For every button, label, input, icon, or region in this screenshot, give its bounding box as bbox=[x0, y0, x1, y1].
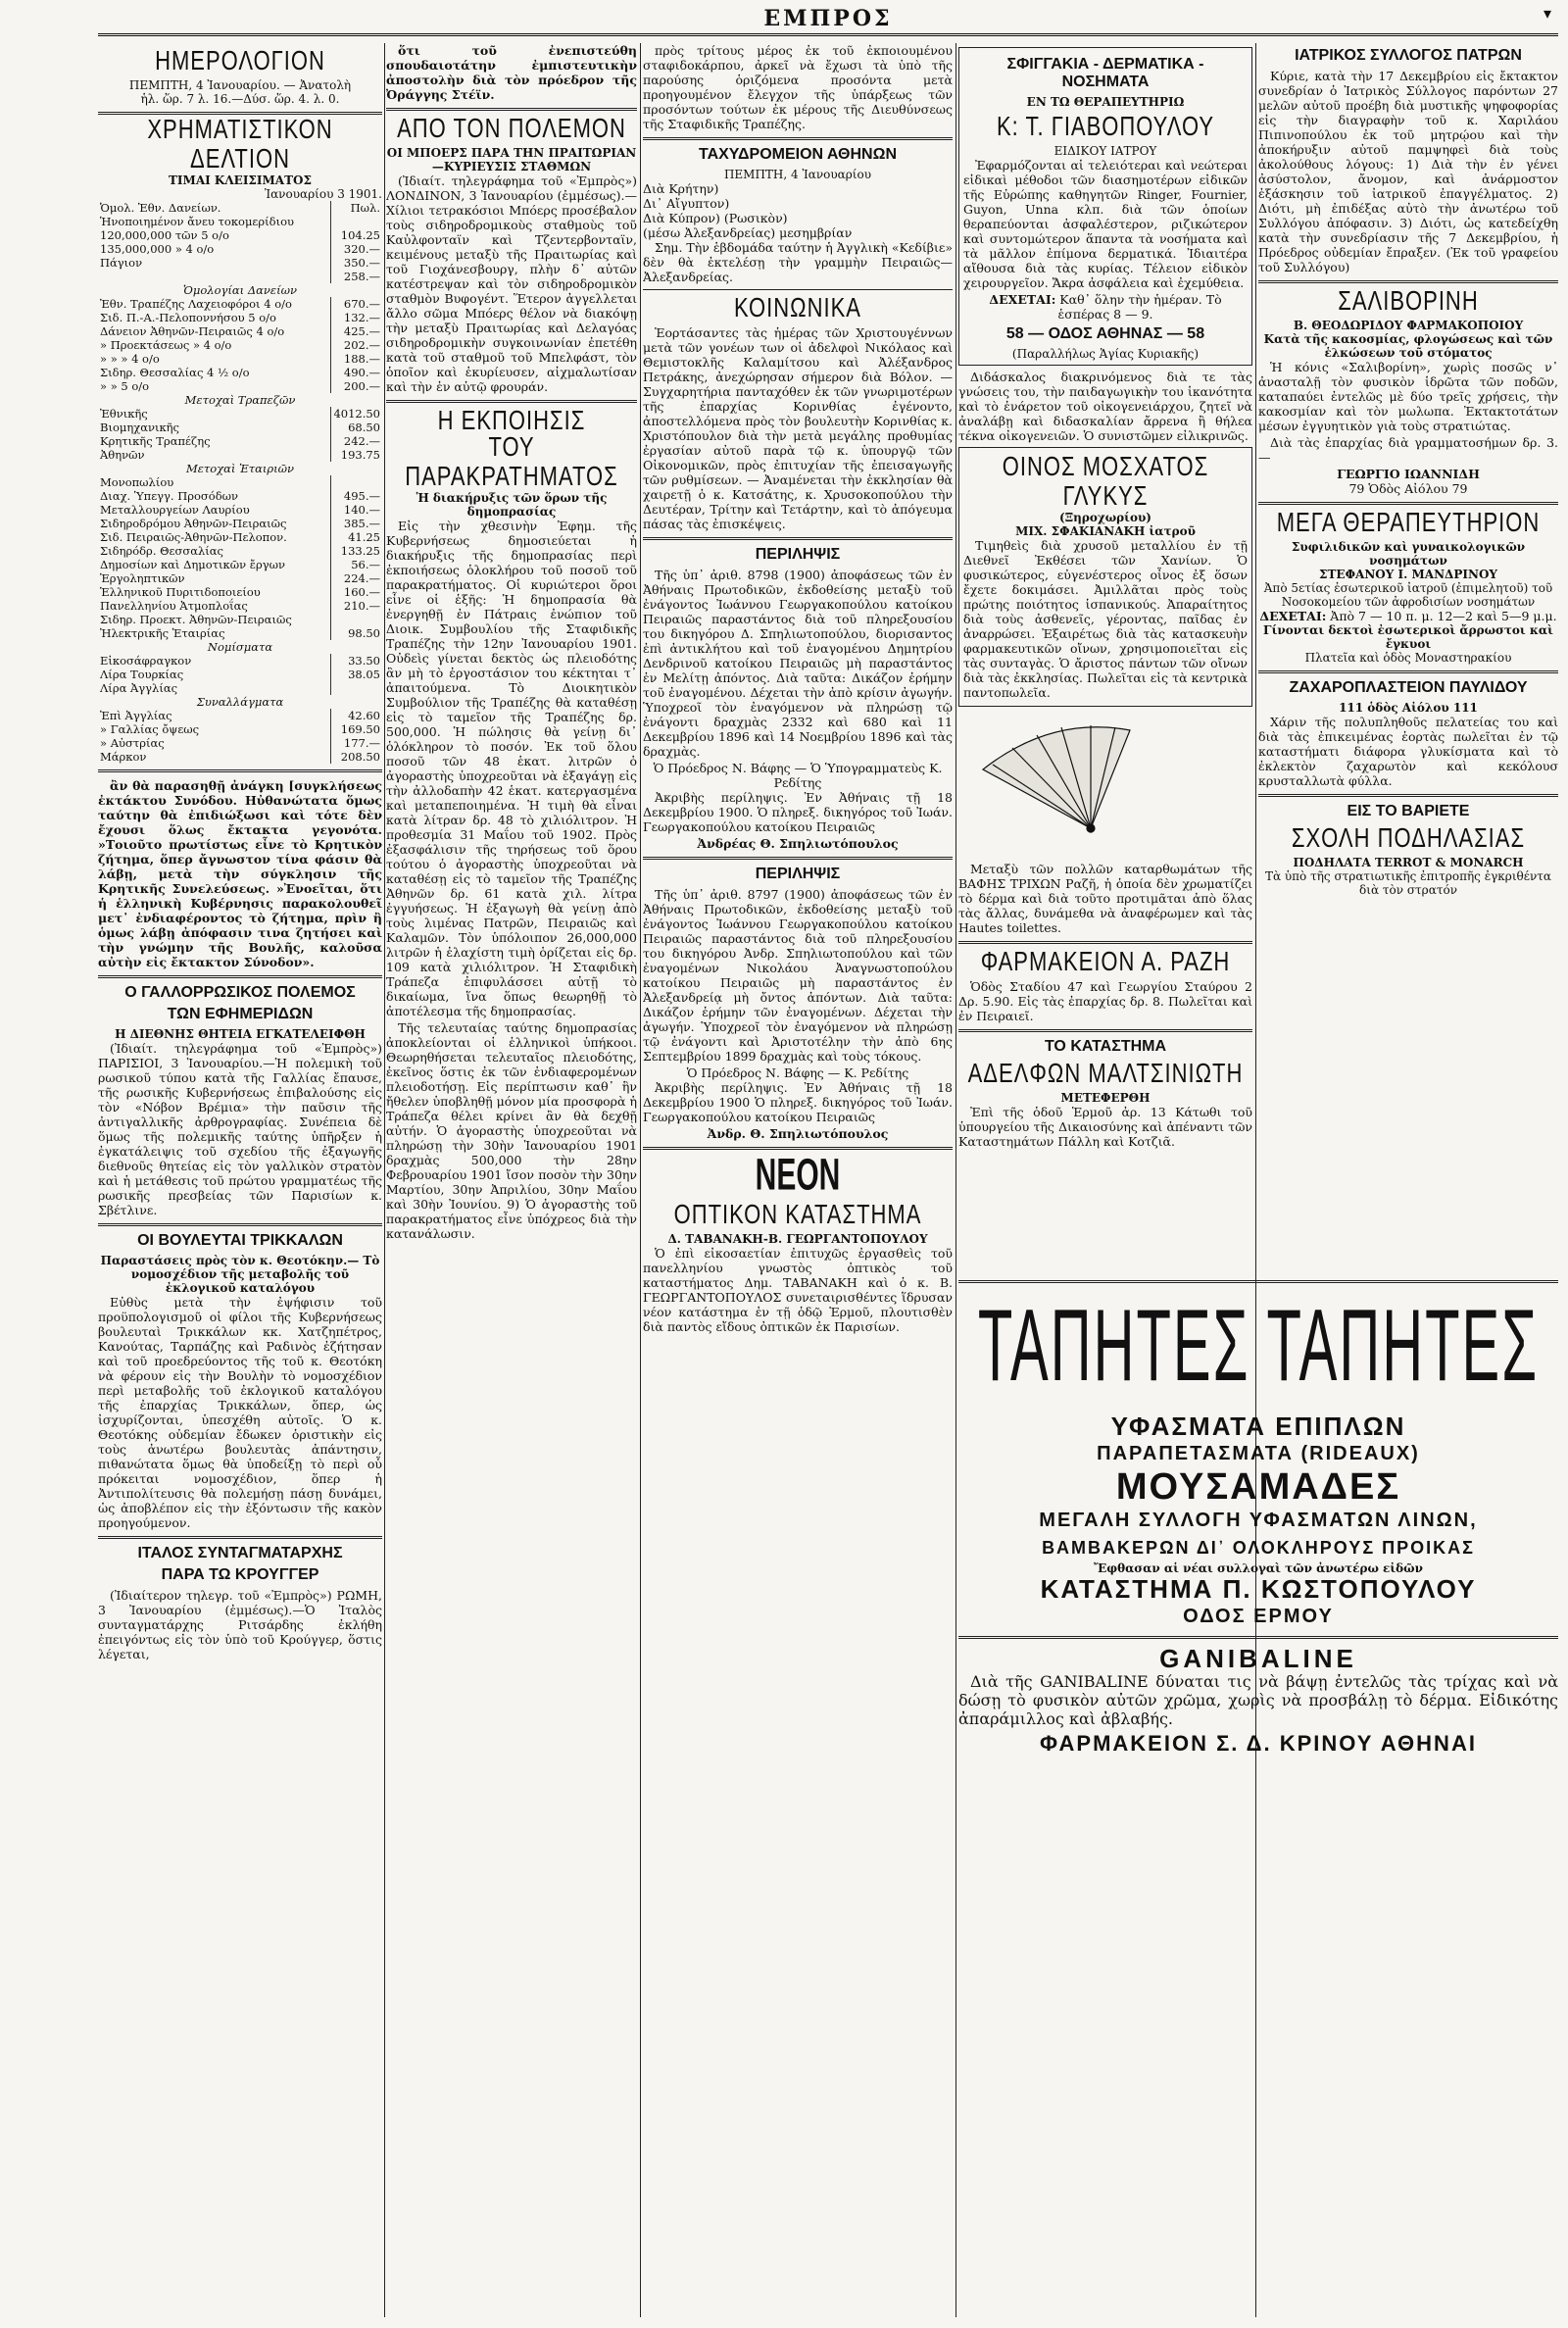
table-row bbox=[98, 544, 382, 558]
hand-fan-icon bbox=[958, 711, 1252, 858]
notice-name: Ἀνδρ. Θ. Σπηλιωτόπουλος bbox=[707, 1126, 889, 1141]
row-label: Μάρκον bbox=[100, 750, 147, 764]
row-value: 242.— bbox=[331, 434, 383, 448]
table-row bbox=[98, 626, 382, 640]
row-label: Ἐπὶ Ἀγγλίας bbox=[100, 709, 172, 722]
row-value: 200.— bbox=[331, 379, 383, 393]
notice-title: ΠΕΡΙΛΗΨΙΣ bbox=[755, 546, 841, 563]
row-value: 350.— bbox=[331, 256, 383, 270]
row-value: 495.— bbox=[331, 489, 383, 503]
table-row bbox=[98, 475, 382, 489]
notice-title: ΠΕΡΙΛΗΨΙΣ bbox=[755, 866, 841, 882]
ad-text: Μεταξὺ τῶν πολλῶν καταρθωμάτων τῆς ΒΑΦΗΣ ΤΡΙΧΩΝ Ραζῆ, ἡ ὁποία δὲν χρωματίζει τὸ δέρμα καὶ διὰ τοῦτο προτιμᾶται ἀπὸ ὅλας τὰς ἄλλας, δυνάμεθα νὰ ἀναφέρωμεν καὶ τὰς Hautes toilettes. bbox=[958, 862, 1252, 935]
ad-street: ΟΔΟΣ ΕΡΜΟΥ bbox=[1183, 1606, 1334, 1627]
row-value: 38.05 bbox=[331, 668, 383, 681]
financial-subtitle: ΤΙΜΑΙ ΚΛΕΙΣΙΜΑΤΟΣ bbox=[169, 173, 312, 187]
row-label: Λίρα Τουρκίας bbox=[100, 668, 184, 681]
article-subtitle: Ἡ διακήρυξις τῶν ὅρων τῆς δημοπρασίας bbox=[416, 491, 608, 519]
post-line: Διὰ Κύπρον) (Ρωσικὸν) bbox=[643, 211, 788, 225]
ad-name: ΣΤΕΦΑΝΟΥ Ι. ΜΑΝΔΡΙΝΟΥ bbox=[1319, 568, 1497, 581]
ad-hours-label: ΔΕΧΕΤΑΙ: bbox=[989, 292, 1056, 307]
table-header-row bbox=[98, 201, 382, 215]
table-row bbox=[98, 585, 382, 599]
row-value: 41.25 bbox=[331, 530, 383, 544]
ad-title: ΣΑΛΙΒΟΡΙΝΗ bbox=[1338, 284, 1479, 316]
ad-address: 79 Ὁδὸς Αἰόλου 79 bbox=[1348, 481, 1468, 496]
table-row bbox=[98, 256, 382, 270]
table-row bbox=[98, 448, 382, 462]
table-row bbox=[98, 599, 382, 613]
table-row bbox=[98, 709, 382, 722]
row-value: 140.— bbox=[331, 503, 383, 517]
post-line: (μέσω Ἀλεξανδρείας) μεσημβρίαν bbox=[643, 225, 853, 240]
ad-text: Ὁ ἐπὶ εἰκοσαετίαν ἐπιτυχῶς ἐργασθεὶς τοῦ πανελληνίου γνωστὸς ὀπτικὸς τοῦ καταστήματος Δημ. ΤΑΒΑΝΑΚΗ καὶ ὁ κ. Β. ΓΕΩΡΓΑΝΤΟΠΟΥΛΟΣ συνεταιρισθέντες ἵδρυσαν νέον κατάστημα ἐν τῇ ὁδῷ Ἑρμοῦ, πλουτισθὲν διὰ παντὸς εἴδους ὀπτικῶν ἐκ Παρισίων. bbox=[643, 1246, 953, 1334]
post-line: Δι᾿ Αἴγυπτον) bbox=[643, 196, 730, 211]
table-row bbox=[98, 681, 382, 695]
article-text: Εἰς τὴν χθεσινὴν Ἐφημ. τῆς Κυβερνήσεως δημοσιεύεται ἡ διακήρυξις τῆς δημοπρασίας περὶ ἐκποιήσεως ὁλοκλήρου τοῦ ποσοῦ τοῦ παρακρατήματος. Οἱ κυριώτεροι ὅροι εἶνε οἱ ἑξῆς: Ἡ δημοπρασία θὰ ἐνεργηθῇ ἐν Πάτραις ἐνώπιον τοῦ Διοικ. Συμβουλίου τῆς Σταφιδικῆς Τραπέζης τὴν 12ην Ἰανουαρίου 1901. Οὐδεὶς γίνεται δεκτὸς ὡς πλειοδότης ἂν μὴ τὸ ἐργοστάσιον του κέκτηται τ᾿ ἀπαιτούμενα. Τὸ Διοικητικὸν Συμβούλιον τῆς Τραπέζης θὰ καταθέσῃ εἰς τὸ ταμεῖον τῆς Τραπέζης δρ. 500,000. Ἡ πώλησις θὰ γείνῃ δι᾿ ὁλόκληρον τὸ ποσόν. Ἐκ τοῦ ὅλου ποσοῦ τῶν 48 ἑκατ. λιτρῶν ὁ ἀγοραστὴς ὑποχρεοῦται νὰ ἐξαγάγῃ εἰς τὴν ἀλλοδαπὴν 42 ἑκατ. κατεργασμένα καὶ μεταπεποιημένα. Ἡ τιμὴ θὰ εἶναι κατὰ λίτραν δρ. 48 τὸ χιλιόλιτρον. Ἡ προθεσμία 31 Μαΐου τοῦ 1902. Πρὸς ἐξασφάλισιν τῆς τηρήσεως τοῦ ὅρου τούτου ὁ ἀγοραστὴς ὑποχρεοῦται νὰ καταθέσῃ εἰς τὸ ταμεῖον τῆς Τραπέζης Ἀθηνῶν δρ. 61 κατὰ χιλ. λίτρα ἐγγυήσεως. Ἡ ἐξαγωγὴ θὰ γείνῃ ἀπὸ τοὺς λιμένας Πατρῶν, Πειραιῶς καὶ Καλαμῶν. Τὸν ὑπόλοιπον 26,000,000 λιτρῶν ἡ ἐλαχίστη τιμὴ ὁρίζεται εἰς δρ. 109 κατὰ χιλιόλιτρον. Ἡ Σταφιδικὴ Τράπεζα ἐπιφυλάσσει αὐτῇ τὸ δικαίωμα, ἵνα ὅπως θεωρηθῇ τὸ ἀποτέλεσμα τῆς δημοπρασίας. bbox=[386, 519, 637, 1018]
column-rule bbox=[640, 43, 641, 2317]
column-5 bbox=[1258, 43, 1558, 1259]
post-note: Σημ. Τὴν ἑβδομάδα ταύτην ἡ Ἀγγλικὴ «Κεδίβιε» δὲν θὰ ἐκτελέσῃ τὴν γραμμὴν Πειραιῶς—Ἀλεξανδρείας. bbox=[643, 240, 953, 284]
article-text: (Ἰδιαίτερον τηλεγρ. τοῦ «Ἐμπρὸς») ΡΩΜΗ, 3 Ἰανουαρίου (ἐμμέσως).—Ὁ Ἰταλὸς συνταγματάρχης Ριτσάρδης ἐκλήθη ἐπειγόντως εἰς τὸν ὑπὸ τοῦ Κρούγγερ, ὅστις λέγεται, bbox=[98, 1588, 382, 1661]
table-row bbox=[98, 338, 382, 352]
ad-name: ΜΙΧ. ΣΦΑΚΙΑΝΑΚΗ ἰατροῦ bbox=[1015, 524, 1196, 538]
row-value: 169.50 bbox=[331, 722, 383, 736]
article-title: Ο ΓΑΛΛΟΡΡΩΣΙΚΟΣ ΠΟΛΕΜΟΣ bbox=[124, 984, 356, 1001]
ad-title: ΥΦΑΣΜΑΤΑ ΕΠΙΠΛΩΝ bbox=[1110, 1412, 1406, 1441]
ad-text: Ἐφαρμόζονται αἱ τελειότεραι καὶ νεώτεραι εἰδικαὶ μέθοδοι τῶν διασημοτέρων εἰδικῶν τῆς Εὐρώπης καθηγητῶν Ringer, Fournier, Guyon, Unna κλπ. διὰ τῶν ὁποίων θεραπεύονται ἀσφαλέστερον, ριζικώτερον καὶ συντομώτερον ἅπαντα τὰ νοσήματα καὶ τὰ μᾶλλον ἐπίμονα δερματικά. Ἰδιαιτέρα αἴθουσα διὰ τὰς κυρίας. Τέλειον εἰδικὸν χειρουργεῖον. Ἄκρα ἀσφάλεια καὶ ἐχεμύθεια. bbox=[963, 158, 1248, 290]
row-value: 425.— bbox=[331, 324, 383, 338]
table-row bbox=[98, 640, 382, 654]
article-text: ἂν θὰ παρασηθῇ ἀνάγκη [συγκλήσεως ἐκτάκτου Συνόδου. Ηὐθανώτατα ὅμως ταύτην θὰ ἐπιδιώξωσι καὶ τότε δὲν ἔχουσι ὅλως ἔκτακτα γεγονότα. »Τοιοῦτο πρωτίστως εἶνε τὸ Κρητικὸν ζήτημα, ὅπερ ἄγνωστον τίνα φάσιν θὰ λάβῃ, μετὰ τὴν σύγκλησιν τῆς Κρητικῆς Συνελεύσεως. »Ἐνοεῖται, ὅτι ἡ ἑλληνικὴ Κυβέρνησις παρακολουθεῖ μετ᾿ ἐνδιαφέροντος τὸ ζήτημα, πρὶν ἢ ὁμως λάβῃ ἀπόφασιν τινα ζητήσει καὶ τὴν γνώμην τῆς Βουλῆς, καλοῦσα αὐτὴν εἰς ἔκτακτον Σύνοδον». bbox=[98, 778, 382, 969]
ad-address: 111 ὁδὸς Αἰόλου 111 bbox=[1339, 701, 1478, 715]
ad-store: ΚΑΤΑΣΤΗΜΑ Π. ΚΩΣΤΟΠΟΥΛΟΥ bbox=[1040, 1574, 1477, 1604]
row-label: Ἀθηνῶν bbox=[100, 448, 145, 462]
notice-text: Τῆς ὑπ᾿ ἀριθ. 8798 (1900) ἀποφάσεως τῶν ἐν Ἀθήναις Πρωτοδικῶν, ἐκδοθείσης μεταξὺ τοῦ ἐνάγοντος Ἰωάννου Γεωργακοπούλου κατοίκου Πειραιῶς παραστάντος διὰ τοῦ πληρεξουσίου του δικηγόρου Δ. Σπηλιωτοπούλου, διορισαντος ἐπὶ ἀντικλήτου καὶ τοῦ ἐναγομένου Δημητρίου Δενδρινοῦ κατοίκου Πειραιῶς μὴ παραστάντος ἐν Μελίτῃ ἀπόντος. Διὰ ταῦτα: Δικάζον ἐρήμην τοῦ ἐναγομένου. Δέχεται τὴν ἀπὸ κρίσιν ἀγωγήν. Ὑποχρεοῖ τὸν ἐναγόμενον νὰ πληρώσῃ τῷ ἐνάγοντι δραχμὰς 2332 καὶ 680 καὶ 11 Δεκεμβρίου 1896 καὶ 14 Νοεμβρίου 1896 καὶ τὰς δραχμὰς. bbox=[643, 568, 953, 759]
table-row bbox=[98, 750, 382, 764]
table-row bbox=[98, 503, 382, 517]
table-row bbox=[98, 736, 382, 750]
ad-title: ΟΙΝΟΣ ΜΟΣΧΑΤΟΣ ΓΛΥΚΥΣ bbox=[1002, 450, 1209, 511]
article-title: Η ΕΚΠΟΙΗΣΙΣ bbox=[437, 404, 586, 435]
ad-tagline: Κατὰ τῆς κακοσμίας, φλογώσεως καὶ τῶν ἑλκώσεων τοῦ στόματος bbox=[1263, 332, 1553, 360]
table-row bbox=[98, 489, 382, 503]
ad-text: Τιμηθεὶς διὰ χρυσοῦ μεταλλίου ἐν τῇ Διεθνεῖ Ἐκθέσει τῶν Χανίων. Ὁ φυσικώτερος, εὐγενέστερος οἶνος ἐξ ὅσων ἔχετε δοκιμάσει. Ἀμιλλᾶται πρὸς τοὺς πρώτης ποιότητος ἱσπανικούς. Ἀπαραίτητος διὰ τοὺς ἀσθενεῖς, γέροντας, παῖδας ἐν ἀναρρώσει. Ἐξαιρέτως διὰ τὰς κατασκευὴν φαρμακευτικῶν οἴνων, χρησιμοποιεῖται εἰς τὰς συνταγὰς. Ὁ ἄριστος πάντων τῶν οἴνων διὰ τὰς ἐκκλησίας. Πωλεῖται εἰς τὰ κεντρικὰ παντοπωλεῖα. bbox=[963, 538, 1248, 700]
row-value bbox=[331, 475, 383, 489]
ad-seller: ΓΕΩΡΓΙΟ ΙΩΑΝΝΙΔΗ bbox=[1337, 467, 1480, 481]
ad-text: Ἀπὸ 5ετίας ἐσωτερικοῦ ἰατροῦ (ἐπιμελητοῦ) τοῦ Νοσοκομείου τῶν ἀφροδισίων νοσημάτων bbox=[1263, 581, 1553, 609]
notice-signature: Ὁ Πρόεδρος Ν. Βάφης — Κ. Ρεδίτης bbox=[686, 1065, 909, 1080]
row-value: 188.— bbox=[331, 352, 383, 366]
ad-subtitle: Δ. ΤΑΒΑΝΑΚΗ-Β. ΓΕΩΡΓΑΝΤΟΠΟΥΛΟΥ bbox=[667, 1232, 928, 1246]
ad-title: ΠΑΡΑΠΕΤΑΣΜΑΤΑ (RIDEAUX) bbox=[1097, 1443, 1420, 1464]
row-label: Σιδηρ. Θεσσαλίας 4 ½ ο/ο bbox=[100, 366, 250, 379]
notice-signature: Ὁ Πρόεδρος Ν. Βάφης — Ὁ Ὑπογραμματεὺς Κ. Ρεδίτης bbox=[653, 761, 943, 790]
table-row bbox=[98, 297, 382, 311]
row-value: 193.75 bbox=[331, 448, 383, 462]
ad-hours-label: ΔΕΧΕΤΑΙ: bbox=[1259, 609, 1327, 623]
table-row bbox=[98, 352, 382, 366]
table-row bbox=[98, 324, 382, 338]
row-label: Πανελληνίου Ἀτμοπλοΐας bbox=[100, 599, 248, 613]
financial-table bbox=[98, 201, 382, 764]
row-label: Σιδηρ. Προεκτ. Ἀθηνῶν-Πειραιῶς bbox=[100, 613, 292, 626]
row-label: Ἑλληνικοῦ Πυριτιδοποιείου bbox=[100, 585, 261, 599]
row-label: Μονοπωλίου bbox=[100, 475, 174, 489]
ad-box bbox=[958, 47, 1252, 366]
article-title: ΙΤΑΛΟΣ ΣΥΝΤΑΓΜΑΤΑΡΧΗΣ bbox=[137, 1545, 343, 1561]
row-label: Εἰκοσάφραγκον bbox=[100, 654, 192, 668]
row-value: 385.— bbox=[331, 517, 383, 530]
row-value: 68.50 bbox=[331, 421, 383, 434]
ad-text: Διδάσκαλος διακρινόμενος διὰ τε τὰς γνώσεις του, τὴν παιδαγωγικὴν του ἱκανότητα καὶ τὸ ἐνάρετον τοῦ οἰκογενειάρχου, ζητεῖ νὰ ἀναλάβῃ καὶ διδασκαλίαν ἄρρενα ἢ θήλεα τέκνα οἰκογενειῶν. Ὁ συνιστῶμεν εἰλικρινῶς. bbox=[958, 370, 1252, 443]
row-label: Σιδηρόδρ. Θεσσαλίας bbox=[100, 544, 223, 558]
row-value: 490.— bbox=[331, 366, 383, 379]
row-label: Ἐθνικῆς bbox=[100, 407, 148, 421]
table-row bbox=[98, 215, 382, 228]
ad-subtitle: ΠΟΔΗΛΑΤΑ TERROT & MONARCH bbox=[1293, 856, 1524, 869]
ad-text: Ἐπὶ τῆς ὁδοῦ Ἑρμοῦ ἀρ. 13 Κάτωθι τοῦ ὑπουργείου τῆς Δικαιοσύνης καὶ ἀπέναντι τῶν Καταστημάτων Πάλλη καὶ Κοτζιᾶ. bbox=[958, 1105, 1252, 1149]
article-subtitle: —ΚΥΡΙΕΥΣΙΣ ΣΤΑΘΜΩΝ bbox=[431, 160, 592, 173]
ad-subtitle: ΕΝ ΤΩ ΘΕΡΑΠΕΥΤΗΡΙΩ bbox=[1026, 95, 1185, 109]
table-row bbox=[98, 242, 382, 256]
ad-note: Γίνονται δεκτοὶ ἐσωτερικοὶ ἄρρωστοι καὶ ἔγκυοι bbox=[1263, 623, 1553, 651]
table-row bbox=[98, 434, 382, 448]
row-label: Ὁμολογίαι Δανείων bbox=[183, 283, 297, 297]
article-text: Ἑορτάσαντες τὰς ἡμέρας τῶν Χριστουγέννων μετὰ τῶν γονέων των οἱ ἀδελφοὶ Νικόλαος καὶ Θεμιστοκλῆς Καλαμίτσου καὶ Ἀλέξανδρος Πετράκης, ἀνεχώρησαν σήμερον διὰ Βόλον. — Συγχαρητήρια πανταχόθεν ἐκ τῶν γνωριμοτέρων τῆς ἐπαρχίας Κορινθίας ἐγένοντο, ἀποστελλόμενα πρὸς τὸν βουλευτὴν Κορινθίας κ. Χριστόπουλον διὰ τὴν μετὰ μεγάλης προθυμίας ἐργασίαν αὐτοῦ παρὰ τῷ κ. ὑπουργῷ τῶν Οἰκονομικῶν, πρὸς ἐπιτυχίαν τῆς ἐπεισαγωγῆς τῶν ρυθμίσεων. — Ἀναμένεται τὴν ἐκκλησίαν θὰ χαιρετῇ ὁ κ. Κατσάτης, κ. Χρυσοκοπούλου τὴν Δευτέραν, Τρίτην καὶ Τετάρτην, καὶ τὸ ἀπόγευμα πάσας τὰς ἐπισκέψεις. bbox=[643, 325, 953, 531]
table-row bbox=[98, 530, 382, 544]
wide-ad-area bbox=[958, 1274, 1558, 2313]
ad-address-sub: (Παραλλήλως Ἁγίας Κυριακῆς) bbox=[1011, 347, 1200, 361]
ad-title-large: ΤΑΠΗΤΕΣ ΤΑΠΗΤΕΣ bbox=[977, 1288, 1540, 1404]
ad-text: Ἔφθασαν αἱ νέαι συλλογαὶ τῶν ἀνωτέρω εἰδῶν bbox=[1094, 1561, 1423, 1575]
corner-mark-icon: ▾ bbox=[1544, 4, 1552, 23]
notice-text: Τῆς ὑπ᾿ ἀριθ. 8797 (1900) ἀποφάσεως τῶν ἐν Ἀθήναις Πρωτοδικῶν, ἐκδοθείσης μεταξὺ τοῦ ἐνάγοντος Ἰωάννου Γεωργακοπούλου κατοίκου Πειραιῶς παραστάντος διὰ τοῦ πληρεξουσίου του δικηγόρου Ἀνδρ. Σπηλιωτοπούλου καὶ τῶν ἐναγομένων Νικολάου Ἀναγνωστοπούλου κατοίκου Πειραιῶς μὴ παραστάντος ἐν Ἀλεξανδρείᾳ μὴ ὄντος ἀπόντων. Διὰ ταῦτα: Δικάζον ἐρήμην τῶν ἐναγομένων. Δέχεται τὴν ἀγωγήν. Ὑποχρεοῖ τὸν ἐναγόμενον νὰ πληρώσῃ τῷ ἐνάγοντι καὶ Ἀριστοτέλην τὴν ἀπὸ 6ης Σεπτεμβρίου 1899 δραχμὰς καὶ τοὺς τόκους. bbox=[643, 887, 953, 1064]
table-row bbox=[98, 311, 382, 324]
row-label: Πάγιον bbox=[100, 256, 143, 270]
ad-text: Τὰ ὑπὸ τῆς στρατιωτικῆς ἐπιτροπῆς ἐγκριθέντα διὰ τὸν στρατόν bbox=[1264, 869, 1552, 897]
row-value: 202.— bbox=[331, 338, 383, 352]
row-label: Διαχ. Ὑπεγγ. Προσόδων bbox=[100, 489, 238, 503]
article-title: ΠΑΡΑ ΤΩ ΚΡΟΥΓΓΕΡ bbox=[161, 1566, 319, 1583]
row-value: 208.50 bbox=[331, 750, 383, 764]
row-label: Ἐθν. Τραπέζης Λαχειοφόροι 4 ο/ο bbox=[100, 297, 292, 311]
row-label: Λίρα Ἀγγλίας bbox=[100, 681, 178, 695]
row-label: Συναλλάγματα bbox=[196, 695, 284, 709]
ad-title: ΜΕΓΑΛΗ ΣΥΛΛΟΓΗ ΥΦΑΣΜΑΤΩΝ ΛΙΝΩΝ, bbox=[1039, 1510, 1478, 1531]
row-label: 120,000,000 τῶν 5 ο/ο bbox=[100, 228, 229, 242]
article-subtitle: Παραστάσεις πρὸς τὸν κ. Θεοτόκην.— Τὸ νομοσχέδιον τῆς μεταβολῆς τοῦ ἐκλογικοῦ καταλόγου bbox=[100, 1254, 380, 1295]
row-value: 320.— bbox=[331, 242, 383, 256]
ad-address: Πλατεῖα καὶ ὁδὸς Μοναστηρακίου bbox=[1304, 651, 1512, 665]
column-1 bbox=[98, 43, 382, 2317]
row-label: » Αὐστρίας bbox=[100, 736, 165, 750]
table-row bbox=[98, 654, 382, 668]
table-row bbox=[98, 407, 382, 421]
row-label: Ἐργοληπτικῶν bbox=[100, 571, 185, 585]
row-value: 670.— bbox=[331, 297, 383, 311]
row-label: Δημοσίων καὶ Δημοτικῶν ἔργων bbox=[100, 558, 285, 571]
ad-title: ΤΟ ΚΑΤΑΣΤΗΜΑ bbox=[1044, 1038, 1167, 1055]
table-row bbox=[98, 270, 382, 283]
table-row bbox=[98, 421, 382, 434]
notice-note: Ἀκριβὴς περίληψις. Ἐν Ἀθήναις τῇ 18 Δεκεμβρίου 1900 Ὁ πληρεξ. δικηγόρος τοῦ Ἰωάν. Γεωργακοπούλου κατοίκου Πειραιῶς bbox=[643, 1080, 953, 1124]
calendar-line: ἡλ. ὥρ. 7 λ. 16.—Δύσ. ὥρ. 4. λ. 0. bbox=[140, 92, 340, 106]
calendar-title: ΗΜΕΡΟΛΟΓΙΟΝ bbox=[155, 44, 325, 75]
table-row bbox=[98, 558, 382, 571]
table-row bbox=[98, 366, 382, 379]
section-title: ΚΟΙΝΩΝΙΚΑ bbox=[734, 291, 861, 322]
ad-title: ΣΧΟΛΗ ΠΟΔΗΛΑΣΙΑΣ bbox=[1291, 821, 1526, 853]
ad-address: 58 — ΟΔΟΣ ΑΘΗΝΑΣ — 58 bbox=[1005, 325, 1205, 342]
ad-title: ΕΙΣ ΤΟ ΒΑΡΙΕΤΕ bbox=[1347, 803, 1470, 819]
ad-name: Κ: Τ. ΓΙΑΒΟΠΟΥΛΟΥ bbox=[996, 110, 1215, 141]
ad-title: ΖΑΧΑΡΟΠΛΑΣΤΕΙΟΝ ΠΑΥΛΙΔΟΥ bbox=[1289, 679, 1528, 696]
row-label: Νομίσματα bbox=[207, 640, 273, 654]
row-label: Μεταλλουργείων Λαυρίου bbox=[100, 503, 250, 517]
calendar-line: ΠΕΜΠΤΗ, 4 Ἰανουαρίου. — Ἀνατολὴ bbox=[128, 78, 352, 92]
row-label: » » 5 ο/ο bbox=[100, 379, 150, 393]
table-row bbox=[98, 613, 382, 626]
row-label: » » » 4 ο/ο bbox=[100, 352, 160, 366]
row-value: 177.— bbox=[331, 736, 383, 750]
row-value bbox=[331, 681, 383, 695]
table-row bbox=[98, 462, 382, 475]
article-text: ὅτι τοῦ ἐνεπιστεύθη σπουδαιοτάτην ἐμπιστευτικὴν ἀποστολὴν διὰ τὸν πρόεδρον τῆς Ὀράγγης Στέϊν. bbox=[386, 43, 637, 102]
article-text: Τῆς τελευταίας ταύτης δημοπρασίας ἀποκλείονται οἱ ἑλληνικοὶ ὑπήκοοι. Θεωρηθήσεται τελευταῖος πλειοδότης, ἐκεῖνος ὅστις ἐκ τῶν ἐνδιαφερομένων πλειοδοτήσῃ. Εἰς περίπτωσιν καθ᾿ ἣν ἤθελεν ὑποβληθῇ μόνον μία προσφορὰ ἡ Τράπεζα θέλει κρίνει ἂν θὰ δεχθῇ αὐτήν. Ὁ ἀγοραστὴς ὑποχρεοῦται νὰ πληρώσῃ τὴν 30ὴν Ἰανουαρίου 1901 δραχμὰς 500,000 τὴν 28ην Φεβρουαρίου 1901 ἴσον ποσὸν τὴν 30ην Μαρτίου, 30ην Ἀπριλίου, 30ην Μαΐου καὶ 30ὴν Ἰουνίου. 9) Ὁ ἀγοραστὴς τοῦ παρακρατήματος εἶνε ὑπόχρεος διὰ τὴν κατανάλωσιν. bbox=[386, 1020, 637, 1241]
table-header: Πωλ. bbox=[331, 201, 383, 215]
table-row bbox=[98, 228, 382, 242]
notice-name: Ἀνδρέας Θ. Σπηλιωτόπουλος bbox=[697, 836, 899, 851]
column-3 bbox=[643, 43, 953, 2317]
row-label: Δάνειον Ἀθηνῶν-Πειραιῶς 4 ο/ο bbox=[100, 324, 285, 338]
ad-hours: Καθ᾿ ὅλην τὴν ἡμέραν. Τὸ ἑσπέρας 8 — 9. bbox=[1057, 292, 1222, 322]
ad-title: ΑΔΕΛΦΩΝ ΜΑΛΤΣΙΝΙΩΤΗ bbox=[967, 1057, 1244, 1088]
article-title: ΟΙ ΒΟΥΛΕΥΤΑΙ ΤΡΙΚΚΑΛΩΝ bbox=[137, 1232, 343, 1249]
row-label: Σιδ. Π.-Α.-Πελοποννήσου 5 ο/ο bbox=[100, 311, 276, 324]
row-value: 4012.50 bbox=[331, 407, 383, 421]
table-row bbox=[98, 695, 382, 709]
ad-text: Ὁδὸς Σταδίου 47 καὶ Γεωργίου Σταύρου 2 Δρ. 5.90. Εἰς τὰς ἐπαρχίας δρ. 8. Πωλεῖται καὶ ἐν Πειραιεῖ. bbox=[958, 979, 1252, 1023]
table-row bbox=[98, 393, 382, 407]
row-label: Μετοχαὶ Ἑταιριῶν bbox=[185, 462, 295, 475]
row-value: 210.— bbox=[331, 599, 383, 613]
ad-role: ΕΙΔΙΚΟΥ ΙΑΤΡΟΥ bbox=[1054, 144, 1157, 158]
row-value: 224.— bbox=[331, 571, 383, 585]
notice-note: Ἀκριβὴς περίληψις. Ἐν Ἀθήναις τῇ 18 Δεκεμβρίου 1900. Ὁ πληρεξ. δικηγόρος τοῦ Ἰωάν. Γεωργακοπούλου κατοίκου Πειραιῶς bbox=[643, 790, 953, 834]
article-text: πρὸς τρίτους μέρος ἐκ τοῦ ἐκποιουμένου σταφιδοκάρπου, ἀρκεῖ νὰ ἔχωσι τὰ ὑπὸ τῆς παρούσης ὁριζόμενα προσόντα μετὰ προηγουμένον ἔλεγχον τῆς ὑπάρξεως τῶν προσόντων τούτων ἐκ μέρους τῆς Διευθύνσεως τῆς Σταφιδικῆς Τραπέζης. bbox=[643, 43, 953, 131]
row-value: 133.25 bbox=[331, 544, 383, 558]
ad-subtitle: Β. ΘΕΟΔΩΡΙΔΟΥ ΦΑΡΜΑΚΟΠΟΙΟΥ bbox=[1293, 319, 1524, 332]
row-value: 258.— bbox=[331, 270, 383, 283]
row-label: Σιδηροδρόμου Ἀθηνῶν-Πειραιῶς bbox=[100, 517, 287, 530]
ad-subtitle: (Ξηροχωρίου) bbox=[1059, 511, 1152, 524]
row-label bbox=[98, 270, 331, 283]
ad-title: ΟΠΤΙΚΟΝ ΚΑΤΑΣΤΗΜΑ bbox=[673, 1198, 922, 1229]
section-title: ΤΑΧΥΔΡΟΜΕΙΟΝ ΑΘΗΝΩΝ bbox=[698, 146, 897, 163]
row-value bbox=[331, 613, 383, 626]
column-2 bbox=[386, 43, 637, 2317]
row-value: 42.60 bbox=[331, 709, 383, 722]
row-value bbox=[331, 215, 383, 228]
ad-text: Διὰ τῆς GANIBALINE δύναται τις νὰ βάψῃ ἐντελῶς τὰς τρίχας καὶ νὰ δώσῃ τὸ φυσικὸν αὐτῶν χρῶμα, χωρὶς νὰ προσβάλῃ τὸ δέρμα. Εἰδικότης ἀπαράμιλλος καὶ ἀβλαβής. bbox=[958, 1672, 1558, 1728]
row-label: » Γαλλίας ὄψεως bbox=[100, 722, 200, 736]
masthead-title: ΕΜΠΡΟΣ bbox=[763, 6, 893, 31]
table-row bbox=[98, 571, 382, 585]
article-subtitle: ΟΙ ΜΠΟΕΡΣ ΠΑΡΑ ΤΗΝ ΠΡΑΙΤΩΡΙΑΝ bbox=[386, 146, 637, 160]
ad-subtitle: Συφιλιδικῶν καὶ γυναικολογικῶν νοσημάτων bbox=[1291, 540, 1526, 568]
table-row bbox=[98, 517, 382, 530]
article-text: (Ἰδιαίτ. τηλεγράφημα τοῦ «Ἐμπρὸς») ΛΟΝΔΙΝΟΝ, 3 Ἰανουαρίου (ἐμμέσως).— Χίλιοι τετρακόσιοι Μπόερς προσέβαλον τοὺς σιδηροδρομικοὺς σταθμοὺς τοῦ Καὐλφονταϊν καὶ Τζεντερβονταϊν, κειμένους μεταξὺ τῆς Πραιτωρίας καὶ τοῦ Γιοχάνεσβουργ, πλὴν δ᾿ αὐτῶν κατέστρεψαν καὶ τὸν σιδηροδρομικὸν σταθμὸν Βυφογέντ. Ἕτερον ἀγγελλεται ἄλλο σῶμα Μπόερς θέλον νὰ διακόψῃ τὴν μεταξὺ Πραιτωρίας καὶ Δελαγόας σιδηροδρομικὴν συγκοινωνίαν ἐπετέθη κατὰ τοῦ σταθμοῦ τοῦ Μπελφάστ, τὸν ὁποῖον καὶ ἐκυρίευσεν, αἰχμαλωτίσαν καὶ τὴν ἐν αὐτῷ φρουράν. bbox=[386, 173, 637, 394]
article-text: (Ἰδιαίτ. τηλεγράφημα τοῦ «Ἐμπρὸς») ΠΑΡΙΣΙΟΙ, 3 Ἰανουαρίου.—Ἡ πολεμικὴ τοῦ ρωσικοῦ τύπου κατὰ τῆς Γαλλίας ἔπαυσε, τῆς ρωσικῆς Κυβερνήσεως ἐπιβαλούσης εἰς τὸν «Νόβον Βρέμια» τὴν παῦσιν τῆς ἀντιγαλλικῆς ἀρθρογραφίας. Συνέπεια δὲ ὅμως τῆς πολεμικῆς ταύτης ὑπῆρξεν ἡ ἐγκατάλειψις τοῦ σχεδίου τῆς ἐξαγωγῆς διεθνοῦς θητείας εἰς τὸν γαλλικὸν στρατὸν καὶ ἡ μετάθεσις τοῦ πρώτου γραμματέως τῆς ρωσικῆς πρεσβείας τῶν Παρισίων κ. Σβέτλινε. bbox=[98, 1041, 382, 1217]
row-label: Κρητικῆς Τραπέζης bbox=[100, 434, 211, 448]
ad-title: ΦΑΡΜΑΚΕΙΟΝ Α. ΡΑΖΗ bbox=[980, 945, 1231, 976]
row-label: Ἠλεκτρικῆς Ἑταιρίας bbox=[100, 626, 225, 640]
row-label: Ἡνοποιημένον ἄνευ τοκομερίδιου bbox=[100, 215, 295, 228]
row-value: 160.— bbox=[331, 585, 383, 599]
article-title: ΤΩΝ ΕΦΗΜΕΡΙΔΩΝ bbox=[167, 1006, 314, 1022]
ad-title: ΝΕΟΝ bbox=[755, 1151, 841, 1200]
row-value: 132.— bbox=[331, 311, 383, 324]
ad-title: ΜΕΓΑ ΘΕΡΑΠΕΥΤΗΡΙΟΝ bbox=[1276, 506, 1541, 537]
row-value: 56.— bbox=[331, 558, 383, 571]
ad-title: ΣΦΙΓΓΑΚΙΑ - ΔΕΡΜΑΤΙΚΑ - ΝΟΣΗΜΑΤΑ bbox=[1006, 56, 1204, 90]
ad-subtitle: ΜΕΤΕΦΕΡΘΗ bbox=[1060, 1091, 1151, 1105]
ad-title: ΜΟΥΣΑΜΑΔΕΣ bbox=[1115, 1466, 1401, 1508]
ad-price: Διὰ τὰς ἐπαρχίας διὰ γραμματοσήμων δρ. 3.— bbox=[1258, 435, 1558, 465]
table-row bbox=[98, 283, 382, 297]
row-label: Σιδ. Πειραιῶς-Ἀθηνῶν-Πελοπον. bbox=[100, 530, 287, 544]
table-row bbox=[98, 379, 382, 393]
row-value: 104.25 bbox=[331, 228, 383, 242]
article-text: Εὐθὺς μετὰ τὴν ἐψήφισιν τοῦ προϋπολογισμοῦ οἱ φίλοι τῆς Κυβερνήσεως βουλευταὶ Τρικκάλων κκ. Χατζηπέτρος, Κανούτας, Ταρπάζης καὶ Ραδινὸς ἐζήτησαν καὶ τοῦ προεδρεύοντος τῆς τοῦ κ. Θεοτόκη νὰ φέρουν εἰς τὴν Βουλὴν τὸ νομοσχέδιον περὶ μεταβολῆς τοῦ ἐκλογικοῦ καταλόγου τῆς ἐπαρχίας Τρικκάλων, ὅπερ, ὡς ἰσχυρίζονται, ὑπεσχέθη αὐτοῖς. Ὁ κ. Θεοτόκης οὐδεμίαν ἔδωκεν ὁριστικὴν εἰς τοὺς ἀνωτέρω βουλευτὰς ἀπάντησιν, πιθανώτατα ὅμως θὰ ὑποδείξῃ τὸ περὶ οὗ πρόκειται νομοσχέδιον, ὅπερ ἡ Ἀντιπολίτευσις θὰ πολεμήσῃ πάσῃ δυνάμει, ὡς ἀποβλέπον εἰς τὴν ἐξόντωσιν τῆς κακὸν προηγούμενον. bbox=[98, 1295, 382, 1530]
ad-text: Ἡ κόνις «Σαλιβορίνη», χωρὶς ποσῶς ν᾿ ἀνασταλῇ τὸν φυσικὸν ἱδρῶτα τῶν ποδῶν, καταπαύει ἐντελῶς μὲ δύο τρεῖς χρήσεις, τὴν κακοσμίαν καὶ τὸν μωλωπα. Ἐκτακτοτάτων μέσων ἐγγυητικὸν γιὰ τοὺς στρατιώτας. bbox=[1258, 360, 1558, 433]
row-value: 33.50 bbox=[331, 654, 383, 668]
ad-pharmacy: ΦΑΡΜΑΚΕΙΟΝ Σ. Δ. ΚΡΙΝΟΥ ΑΘΗΝΑΙ bbox=[1040, 1731, 1477, 1756]
ad-box bbox=[958, 447, 1252, 707]
row-label: Βιομηχανικῆς bbox=[100, 421, 179, 434]
table-row bbox=[98, 668, 382, 681]
ad-text: Χάριν τῆς πολυπληθοῦς πελατείας του καὶ διὰ τὰς ἐπικειμένας ἑορτὰς πωλεῖται ἐν τῷ καταστήματι διάφορα γλυκίσματα καὶ τὸ ἐκλεκτὸν ζαχαρωτὸν καὶ κεκόλουσ κρυσταλλωτὰ φύλλα. bbox=[1258, 715, 1558, 788]
column-rule bbox=[384, 43, 385, 2317]
ad-title: ΒΑΜΒΑΚΕΡΩΝ ΔΙ᾿ ΟΛΟΚΛΗΡΟΥΣ ΠΡΟΙΚΑΣ bbox=[1042, 1538, 1475, 1558]
post-date: ΠΕΜΠΤΗ, 4 Ἰανουαρίου bbox=[723, 168, 872, 181]
masthead bbox=[98, 6, 1558, 36]
ad-hours: Ἀπὸ 7 — 10 π. μ. 12—2 καὶ 5—9 μ.μ. bbox=[1330, 609, 1557, 623]
row-label: Μετοχαὶ Τραπεζῶν bbox=[184, 393, 296, 407]
article-title: ΙΑΤΡΙΚΟΣ ΣΥΛΛΟΓΟΣ ΠΑΤΡΩΝ bbox=[1295, 47, 1522, 64]
article-text: Κύριε, κατὰ τὴν 17 Δεκεμβρίου εἰς ἔκτακτον συνεδρίαν ὁ Ἰατρικὸς Σύλλογος παρόντων 27 μελῶν αὐτοῦ προέβη διὰ μυστικῆς ψηφοφορίας εἰς τὴν διαγραφὴν τοῦ κ. Χαριλάου Πιπινοπούλου ἐκ τοῦ μητρῴου καὶ τὴν ἀποκήρυξιν αὐτοῦ παμψηφεὶ διὰ τοὺς ἀκολούθους λόγους: 1) Διὰ τὴν ἐν γένει ἀσύστολον, ἄνομον, καὶ ἀνάρμοστον ἐξάσκησιν τοῦ ἰατρικοῦ ἐπαγγέλματος. 2) Διότι, μὴ ἐπιδέξας αὐτὸ τὴν ἀνωτέρω τοῦ Συλλόγου ἀπόφασιν. 3) Διότι, ὡς κατεδείχθη κατὰ τὴν συνεδρίασιν τῆς 7 Δεκεμβρίου, ἡ Πρόεδρος οὐδεμίαν ἔπραξεν. (Ἐκ τοῦ γραφείου τοῦ Συλλόγου) bbox=[1258, 69, 1558, 274]
row-label: 135,000,000 » 4 ο/ο bbox=[100, 242, 215, 256]
table-header: Ὁμολ. Ἐθν. Δανείων. bbox=[100, 201, 221, 215]
row-value: 98.50 bbox=[331, 626, 383, 640]
table-row bbox=[98, 722, 382, 736]
article-subtitle: Η ΔΙΕΘΝΗΣ ΘΗΤΕΙΑ ΕΓΚΑΤΕΛΕΙΦΘΗ bbox=[115, 1027, 366, 1041]
row-label: » Προεκτάσεως » 4 ο/ο bbox=[100, 338, 232, 352]
article-title: ΤΟΥ ΠΑΡΑΚΡΑΤΗΜΑΤΟΣ bbox=[405, 430, 618, 491]
post-line: Διὰ Κρήτην) bbox=[643, 181, 719, 196]
financial-date: Ἰανουαρίου 3 1901. bbox=[264, 187, 382, 201]
financial-title: ΧΡΗΜΑΤΙΣΤΙΚΟΝ ΔΕΛΤΙΟΝ bbox=[147, 113, 333, 173]
ad-title: GANIBALINE bbox=[1159, 1644, 1357, 1673]
article-title: ΑΠΟ ΤΟΝ ΠΟΛΕΜΟΝ bbox=[397, 112, 626, 143]
